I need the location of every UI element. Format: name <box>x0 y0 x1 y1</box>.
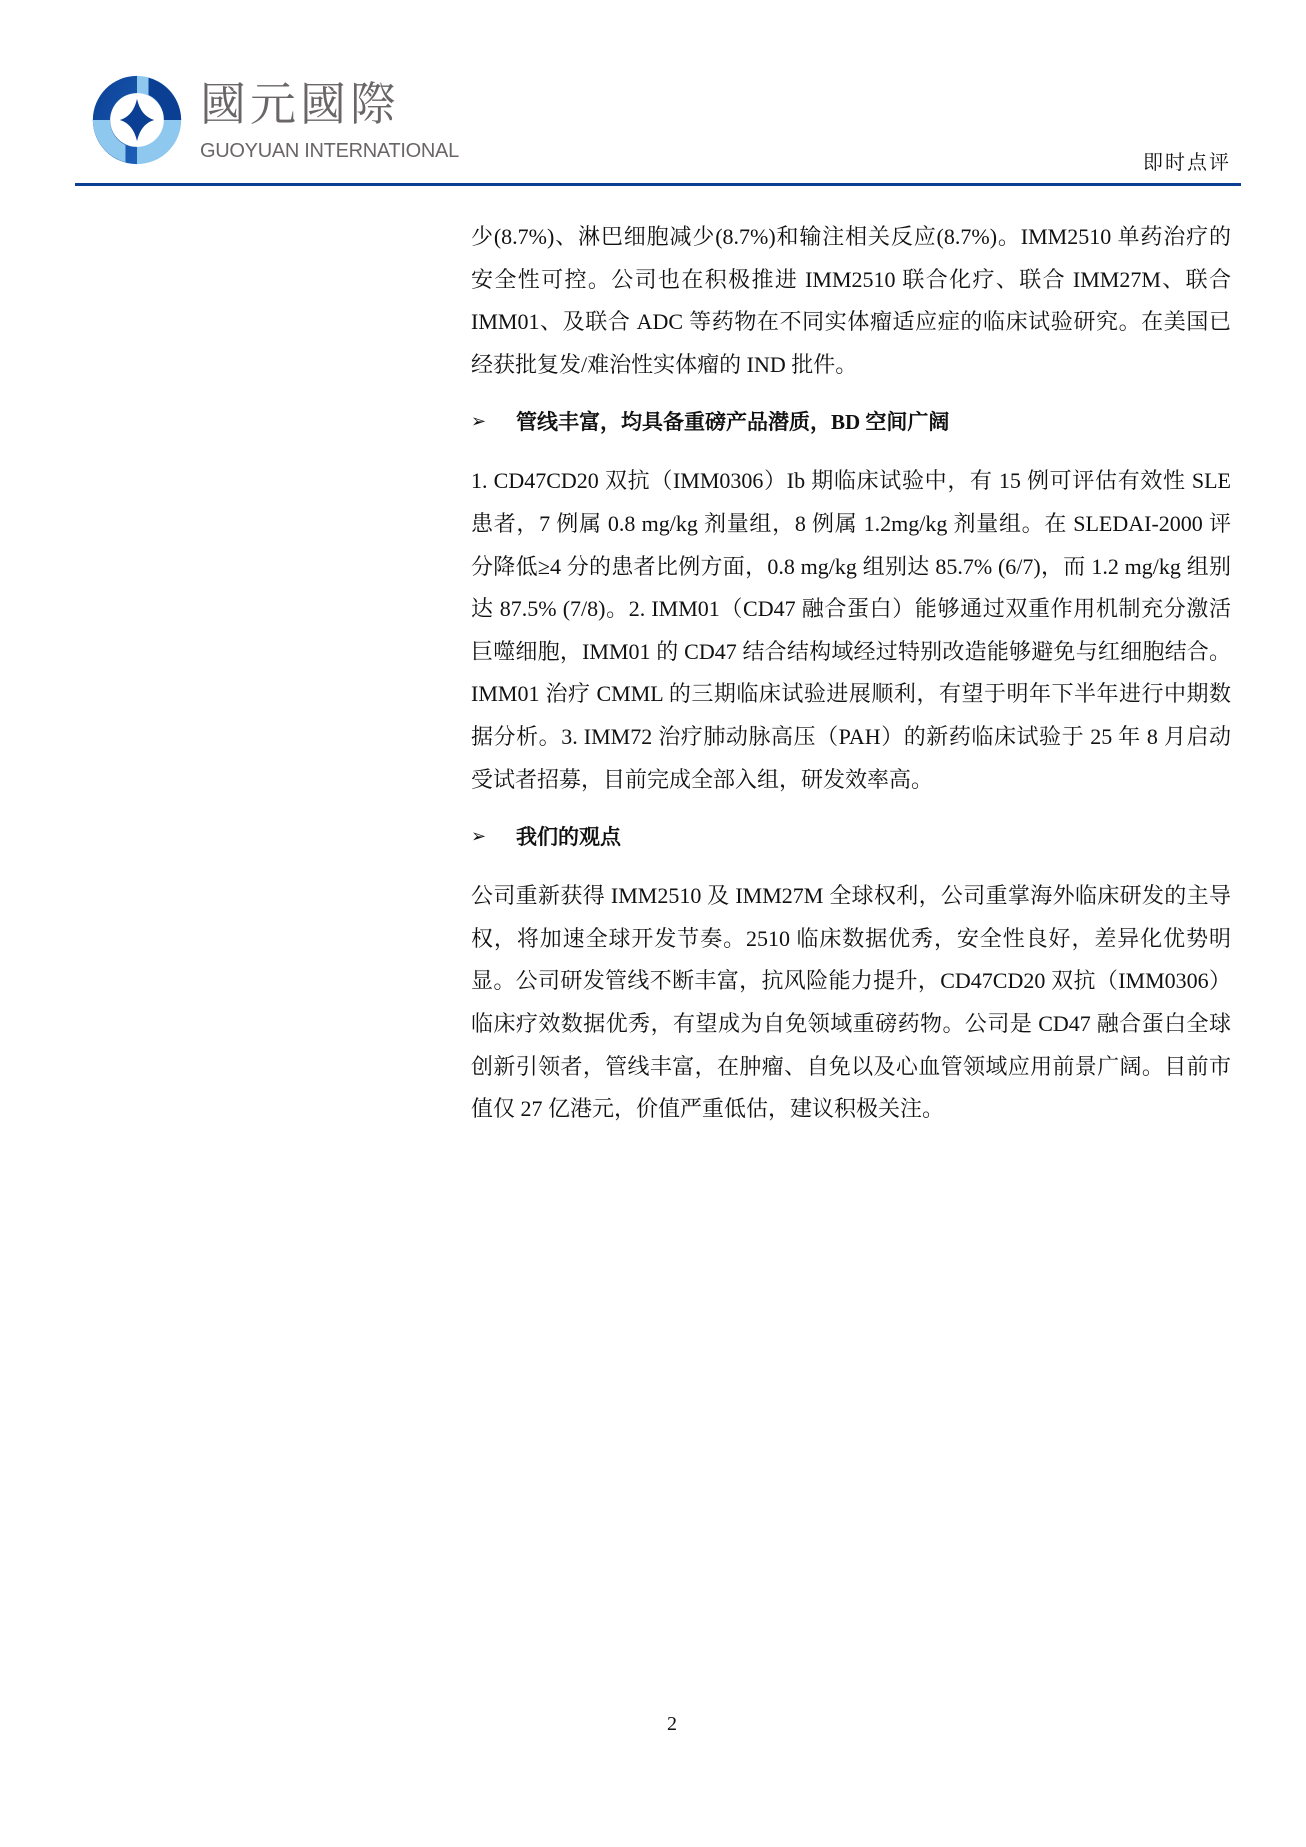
report-type-label: 即时点评 <box>1143 152 1231 174</box>
arrow-bullet-icon: ➢ <box>471 826 487 848</box>
company-logo <box>88 72 459 172</box>
arrow-bullet-icon: ➢ <box>471 411 487 433</box>
logo-mark-icon <box>88 72 186 168</box>
logo-english-name: GUOYUAN INTERNATIONAL <box>200 140 459 162</box>
page-number: 2 <box>667 1713 677 1735</box>
paragraph-pipeline: 1. CD47CD20 双抗（IMM0306）Ib 期临床试验中，有 15 例可评估有效性 SLE 患者，7 例属 0.8 mg/kg 剂量组，8 例属 1.2mg/kg 剂量组。在 SLEDAI-2000 评分降低≥4 分的患者比例方面，0.8 mg/kg 组别达 85.7% (6/7)，而 1.2 mg/kg 组别达 87.5% (7/8)。2. IMM01（CD47 融合蛋白）能够通过双重作用机制充分激活巨噬细胞，IMM01 的 CD47 结合结构域经过特别改造能够避免与红细胞结合。IMM01 治疗 CMML 的三期临床试验进展顺利，有望于明年下半年进行中期数据分析。3. IMM72 治疗肺动脉高压（PAH）的新药临床试验于 25 年 8 月启动受试者招募，目前完成全部入组，研发效率高。 <box>471 468 1231 792</box>
report-body <box>471 216 1231 1131</box>
paragraph-safety: 少(8.7%)、淋巴细胞减少(8.7%)和输注相关反应(8.7%)。IMM2510 单药治疗的安全性可控。公司也在积极推进 IMM2510 联合化疗、联合 IMM27M、联合 IMM01、及联合 ADC 等药物在不同实体瘤适应症的临床试验研究。在美国已经获批复发/难治性实体瘤的 IND 批件。 <box>471 224 1231 377</box>
section-heading-text: 管线丰富，均具备重磅产品潜质，BD 空间广阔 <box>516 410 950 435</box>
header-divider <box>75 183 1241 186</box>
section-heading-pipeline <box>471 401 1231 443</box>
logo-chinese-name: 國元國際 <box>200 77 400 131</box>
paragraph-our-view: 公司重新获得 IMM2510 及 IMM27M 全球权利，公司重掌海外临床研发的主导权，将加速全球开发节奏。2510 临床数据优秀，安全性良好，差异化优势明显。公司研发管线不断丰富，抗风险能力提升，CD47CD20 双抗（IMM0306）临床疗效数据优秀，有望成为自免领域重磅药物。公司是 CD47 融合蛋白全球创新引领者，管线丰富，在肿瘤、自免以及心血管领域应用前景广阔。目前市值仅 27 亿港元，价值严重低估，建议积极关注。 <box>471 883 1231 1122</box>
section-heading-text: 我们的观点 <box>516 825 621 850</box>
section-heading-view <box>471 816 1231 858</box>
